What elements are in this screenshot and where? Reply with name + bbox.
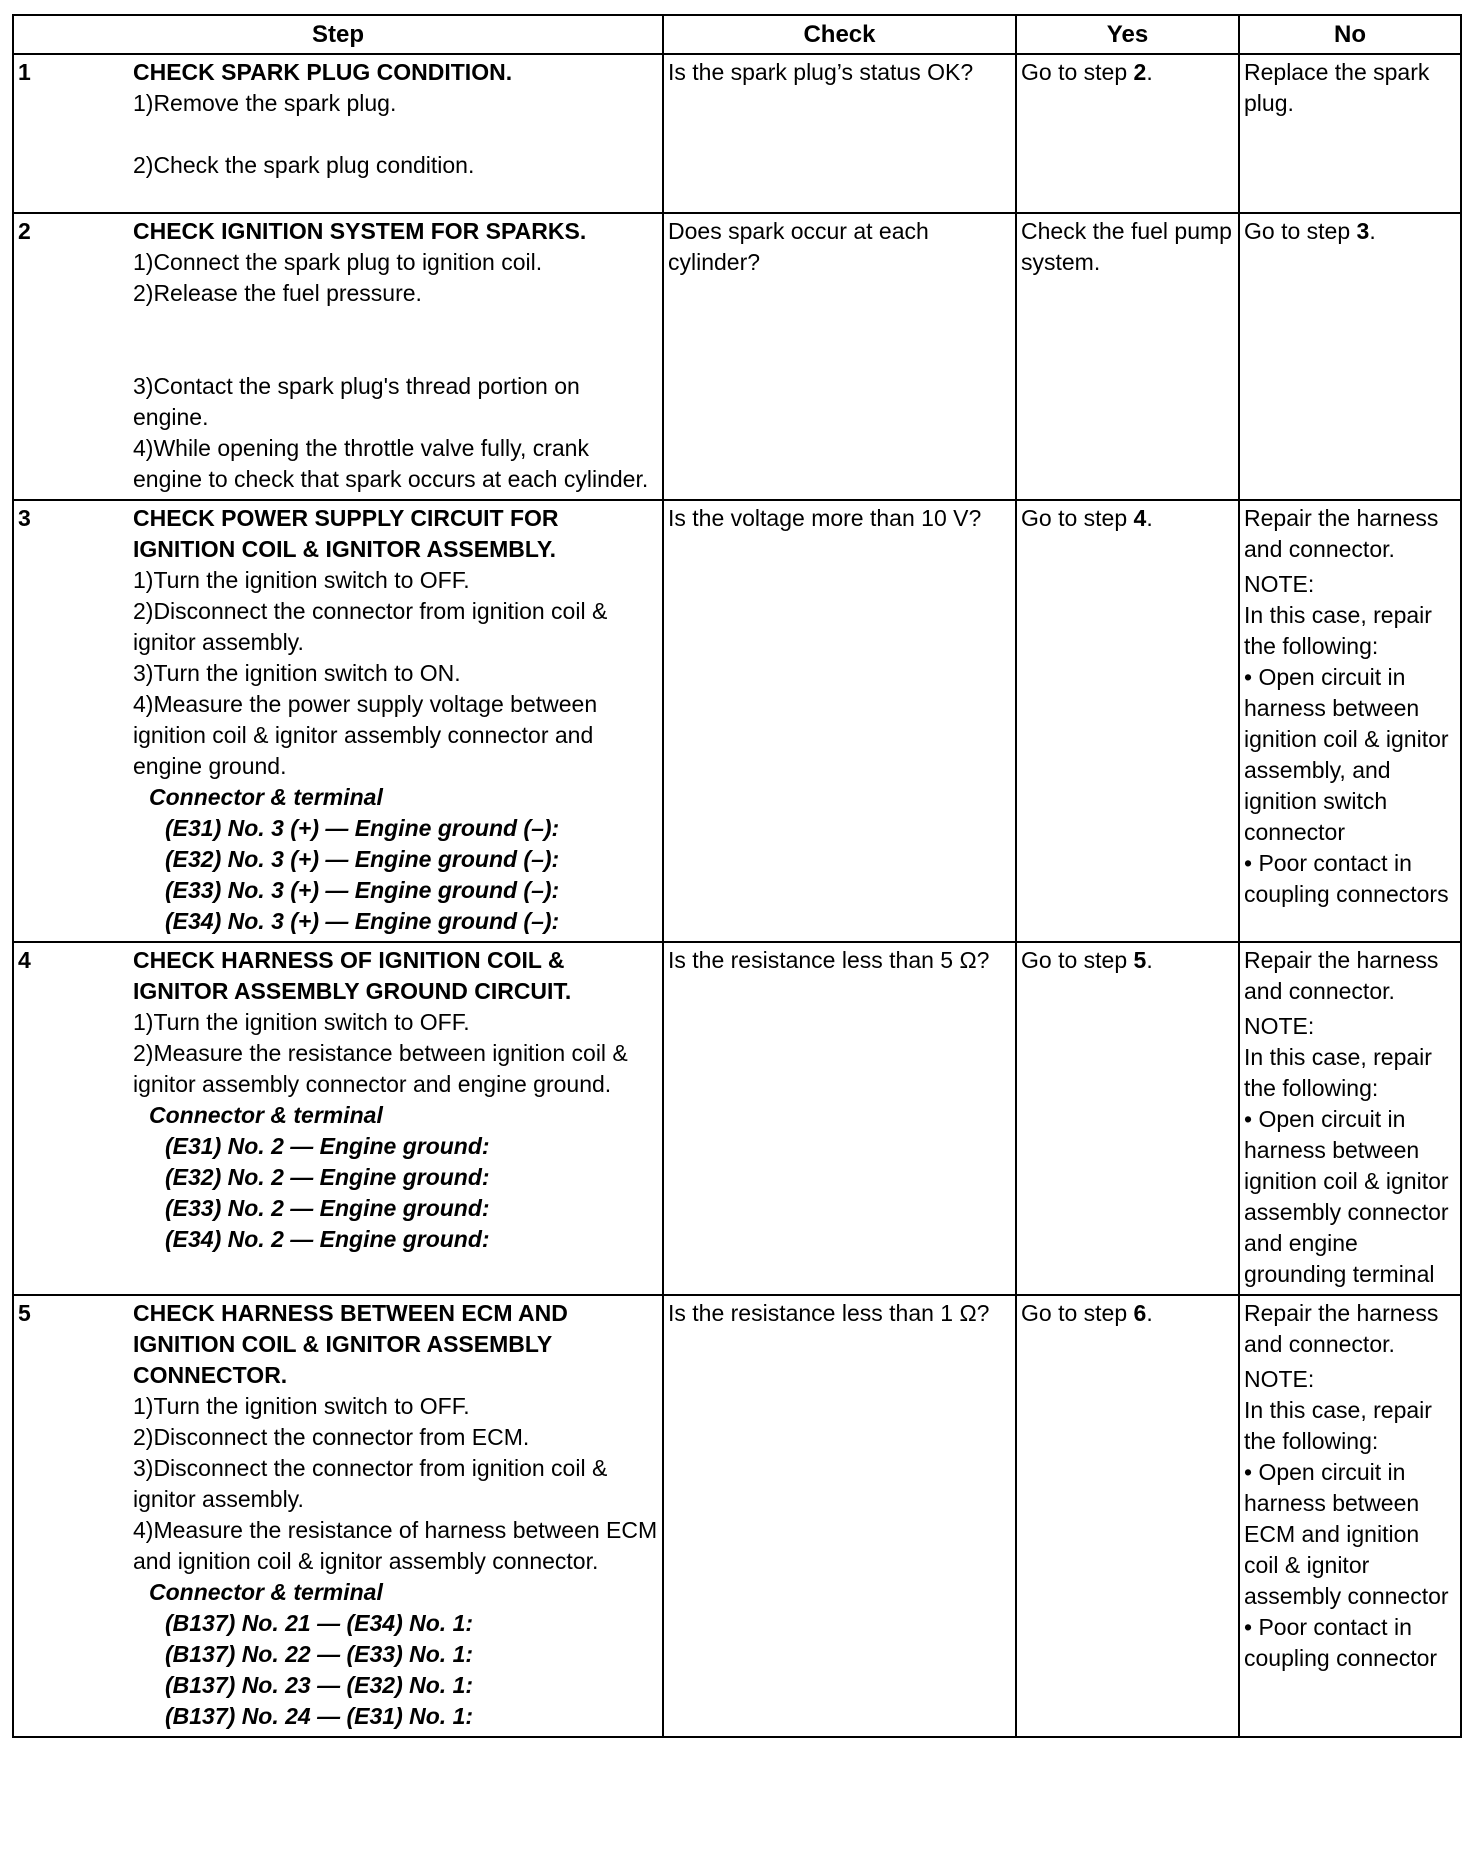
header-row (13, 15, 1461, 54)
instruction: 4)While opening the throttle valve fully, crank engine to check that spark occurs at each cylinder. (133, 435, 649, 492)
header-yes: Yes (1016, 15, 1239, 54)
no-cell (1239, 213, 1461, 500)
step-cell (13, 942, 663, 1295)
instruction: 2)Disconnect the connector from ECM. (133, 1424, 530, 1450)
yes-suffix: . (1146, 947, 1153, 973)
step-row-1 (13, 54, 1461, 213)
yes-text: Go to step (1021, 59, 1134, 85)
instruction: 3)Contact the spark plug's thread portion on engine. (133, 373, 580, 430)
step-title: CHECK HARNESS OF IGNITION COIL & IGNITOR ASSEMBLY GROUND CIRCUIT. (133, 947, 572, 1004)
step-row-3 (13, 500, 1461, 942)
note-intro: In this case, repair the following: (1244, 1044, 1432, 1101)
step-cell (13, 500, 663, 942)
note-bullet: • Open circuit in harness between ignition coil & ignitor assembly, and ignition switch connector (1244, 664, 1449, 845)
note-label: NOTE: (1244, 1013, 1315, 1039)
connector-heading: Connector & terminal (149, 784, 383, 810)
check-cell: Is the resistance less than 1 Ω? (663, 1295, 1016, 1737)
connector-heading: Connector & terminal (149, 1102, 383, 1128)
connector-terminal: (E33) No. 2 — Engine ground: (165, 1195, 490, 1221)
connector-terminal: (E32) No. 3 (+) — Engine ground (–): (165, 846, 560, 872)
instruction: 1)Connect the spark plug to ignition coil. (133, 249, 543, 275)
connector-terminal: (B137) No. 22 — (E33) No. 1: (165, 1641, 474, 1667)
connector-terminal: (E31) No. 2 — Engine ground: (165, 1133, 490, 1159)
step-cell (13, 1295, 663, 1737)
yes-cell (1016, 942, 1239, 1295)
instruction: 1)Turn the ignition switch to OFF. (133, 1009, 470, 1035)
yes-suffix: . (1146, 505, 1153, 531)
instruction: 1)Remove the spark plug. (133, 90, 397, 116)
step-number: 5 (18, 1300, 31, 1326)
note-bullet: • Open circuit in harness between ECM and ignition coil & ignitor assembly connector (1244, 1459, 1449, 1609)
step-title: CHECK IGNITION SYSTEM FOR SPARKS. (133, 218, 587, 244)
step-title: CHECK POWER SUPPLY CIRCUIT FOR IGNITION COIL & IGNITOR ASSEMBLY. (133, 505, 559, 562)
connector-terminal: (E33) No. 3 (+) — Engine ground (–): (165, 877, 560, 903)
connector-terminal: (E31) No. 3 (+) — Engine ground (–): (165, 815, 560, 841)
yes-cell: Check the fuel pump system. (1016, 213, 1239, 500)
yes-suffix: . (1146, 59, 1153, 85)
no-cell: Replace the spark plug. (1239, 54, 1461, 213)
step-number: 3 (18, 505, 31, 531)
note-bullet: • Poor contact in coupling connectors (1244, 850, 1449, 907)
note-bullet: • Poor contact in coupling connector (1244, 1614, 1438, 1671)
instruction: 1)Turn the ignition switch to OFF. (133, 1393, 470, 1419)
instruction: 2)Measure the resistance between ignition coil & ignitor assembly connector and engine ground. (133, 1040, 628, 1097)
connector-terminal: (B137) No. 23 — (E32) No. 1: (165, 1672, 474, 1698)
step-number: 2 (18, 218, 31, 244)
yes-step-ref: 6 (1133, 1300, 1147, 1326)
instruction: 3)Turn the ignition switch to ON. (133, 660, 461, 686)
yes-cell (1016, 1295, 1239, 1737)
step-cell (13, 213, 663, 500)
step-row-2 (13, 213, 1461, 500)
connector-terminal: (B137) No. 24 — (E31) No. 1: (165, 1703, 474, 1729)
note-bullet: • Open circuit in harness between ignition coil & ignitor assembly connector and engine grounding terminal (1244, 1106, 1449, 1287)
step-number: 1 (18, 59, 31, 85)
instruction: 2)Release the fuel pressure. (133, 280, 422, 306)
instruction: 1)Turn the ignition switch to OFF. (133, 567, 470, 593)
yes-text: Go to step (1021, 1300, 1134, 1326)
connector-terminal: (E34) No. 3 (+) — Engine ground (–): (165, 908, 560, 934)
instruction: 2)Disconnect the connector from ignition coil & ignitor assembly. (133, 598, 608, 655)
header-step: Step (13, 15, 663, 54)
connector-heading: Connector & terminal (149, 1579, 383, 1605)
note-intro: In this case, repair the following: (1244, 1397, 1432, 1454)
instruction: 4)Measure the resistance of harness between ECM and ignition coil & ignitor assembly connector. (133, 1517, 658, 1574)
check-cell: Is the resistance less than 5 Ω? (663, 942, 1016, 1295)
yes-text: Go to step (1021, 947, 1134, 973)
step-row-4 (13, 942, 1461, 1295)
note-label: NOTE: (1244, 1366, 1315, 1392)
step-row-5 (13, 1295, 1461, 1737)
note-label: NOTE: (1244, 571, 1315, 597)
yes-cell (1016, 54, 1239, 213)
yes-cell (1016, 500, 1239, 942)
note-intro: In this case, repair the following: (1244, 602, 1432, 659)
step-number: 4 (18, 947, 31, 973)
check-cell: Is the spark plug’s status OK? (663, 54, 1016, 213)
header-no: No (1239, 15, 1461, 54)
yes-text: Go to step (1021, 505, 1134, 531)
no-text: Go to step (1244, 218, 1357, 244)
no-cell (1239, 1295, 1461, 1737)
instruction: 4)Measure the power supply voltage between ignition coil & ignitor assembly connector and engine ground. (133, 691, 598, 779)
no-action: Repair the harness and connector. (1244, 505, 1439, 562)
step-cell (13, 54, 663, 213)
connector-terminal: (E32) No. 2 — Engine ground: (165, 1164, 490, 1190)
step-title: CHECK HARNESS BETWEEN ECM AND IGNITION COIL & IGNITOR ASSEMBLY CONNECTOR. (133, 1300, 568, 1388)
no-cell (1239, 500, 1461, 942)
yes-step-ref: 4 (1133, 505, 1147, 531)
header-check: Check (663, 15, 1016, 54)
no-cell (1239, 942, 1461, 1295)
no-suffix: . (1369, 218, 1376, 244)
yes-step-ref: 5 (1133, 947, 1147, 973)
check-cell: Is the voltage more than 10 V? (663, 500, 1016, 942)
check-cell: Does spark occur at each cylinder? (663, 213, 1016, 500)
instruction: 2)Check the spark plug condition. (133, 152, 475, 178)
no-action: Repair the harness and connector. (1244, 1300, 1439, 1357)
connector-terminal: (B137) No. 21 — (E34) No. 1: (165, 1610, 474, 1636)
no-action: Repair the harness and connector. (1244, 947, 1439, 1004)
no-step-ref: 3 (1356, 218, 1370, 244)
diagnostic-table (12, 14, 1462, 1738)
instruction: 3)Disconnect the connector from ignition coil & ignitor assembly. (133, 1455, 608, 1512)
yes-step-ref: 2 (1133, 59, 1147, 85)
connector-terminal: (E34) No. 2 — Engine ground: (165, 1226, 490, 1252)
step-title: CHECK SPARK PLUG CONDITION. (133, 59, 513, 85)
yes-suffix: . (1146, 1300, 1153, 1326)
